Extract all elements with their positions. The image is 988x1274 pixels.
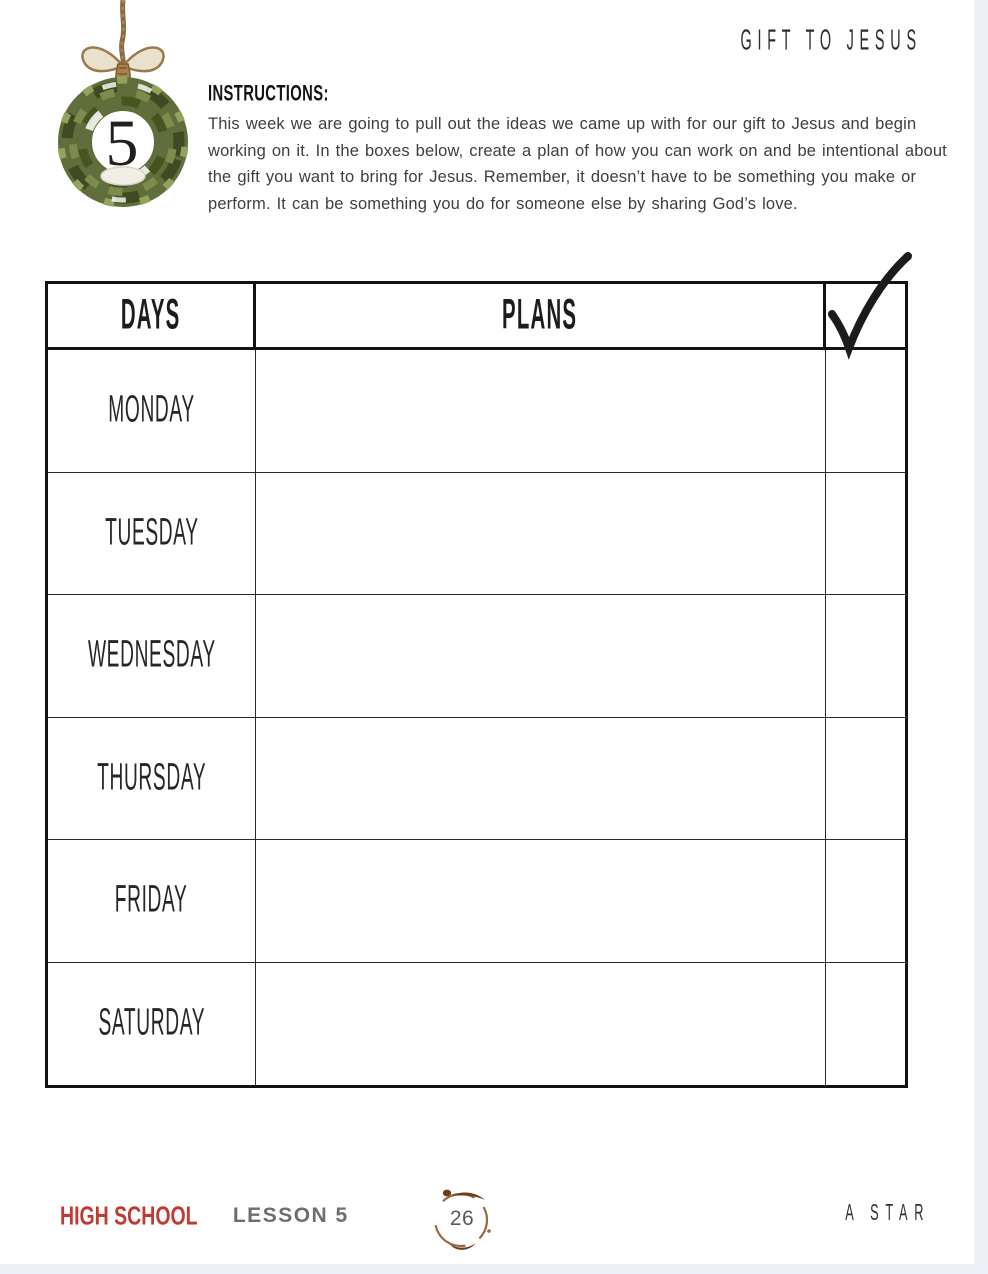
check-cell <box>826 963 905 1086</box>
plan-cell <box>256 595 826 718</box>
table-header-check <box>826 284 905 350</box>
check-cell <box>826 350 905 473</box>
wreath-icon <box>48 0 200 218</box>
check-cell <box>826 473 905 596</box>
table-header-plans: PLANS <box>256 284 826 350</box>
viewer-background-bottom <box>0 1264 988 1274</box>
plan-cell <box>256 350 826 473</box>
day-cell: TUESDAY <box>48 473 256 596</box>
day-cell: MONDAY <box>48 350 256 473</box>
check-cell <box>826 718 905 841</box>
plan-cell <box>256 718 826 841</box>
plans-table <box>45 281 908 1088</box>
day-cell: SATURDAY <box>48 963 256 1086</box>
program-label: HIGH SCHOOL <box>60 1201 198 1231</box>
page-title: GIFT TO JESUS <box>740 24 922 57</box>
page-number-badge <box>428 1184 496 1254</box>
footer-lesson-info <box>60 1202 349 1231</box>
check-cell <box>826 595 905 718</box>
page-number: 26 <box>449 1207 475 1230</box>
lesson-label: LESSON 5 <box>232 1204 349 1227</box>
lesson-wreath-badge <box>48 0 200 218</box>
day-cell: FRIDAY <box>48 840 256 963</box>
instructions-label: INSTRUCTIONS: <box>208 81 329 106</box>
table-header-days: DAYS <box>48 284 256 350</box>
plan-cell <box>256 963 826 1086</box>
day-cell: THURSDAY <box>48 718 256 841</box>
plan-cell <box>256 840 826 963</box>
lesson-number: 5 <box>105 107 139 180</box>
series-label: A STAR <box>845 1199 930 1226</box>
check-cell <box>826 840 905 963</box>
day-cell: WEDNESDAY <box>48 595 256 718</box>
viewer-background-right <box>974 0 988 1274</box>
instructions-section <box>208 81 956 217</box>
plan-cell <box>256 473 826 596</box>
instructions-text: This week we are going to pull out the ideas we came up with for our gift to Jesus and begin working on it. In the boxes below, create a plan of how you can work on and be intentional about the gift you want to bring for Jesus. Remember, it doesn’t have to be something you make or perform. It can be something you do for someone else by sharing God’s love. <box>208 115 947 213</box>
